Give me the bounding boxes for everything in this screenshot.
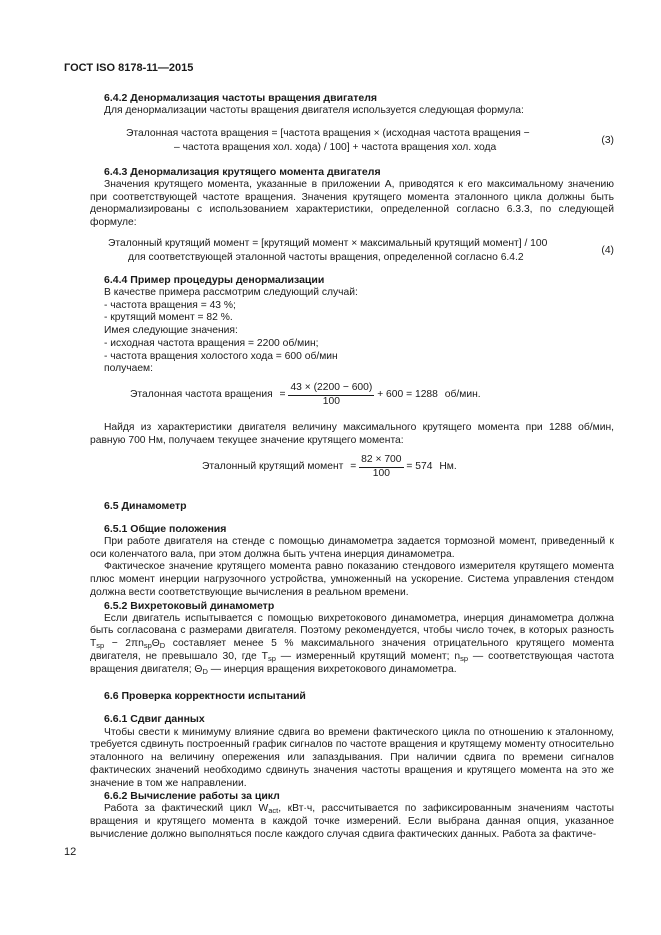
- section-6-6-2-paragraph: Работа за фактический цикл $W_{act}$, кВт·ч, рассчитывается по зафиксированным значениям частоты вращения и крутящего момента в каждой точке измерений. Если выбрана данная опция, указанное вычисление должно выполняться после каждого случая сдвига фактических данных. Работа за фактиче-: [90, 803, 614, 840]
- formula-torque-denominator: 100: [372, 467, 390, 479]
- section-6-5-2-title: 6.5.2 Вихретоковый динамометр: [104, 599, 275, 612]
- section-6-4-3-title: 6.4.3 Денормализация крутящего момента двигателя: [104, 165, 381, 178]
- formula-speed-numerator: 43 × (2200 − 600): [288, 382, 374, 396]
- formula-4-line2: для соответствующей эталонной частоты вращения, определенной согласно 6.4.2: [128, 251, 524, 263]
- formula-speed-fraction: [288, 382, 374, 409]
- formula-torque-numerator: 82 × 700: [359, 454, 403, 468]
- page-number: 12: [64, 846, 77, 858]
- section-6-6-title: 6.6 Проверка корректности испытаний: [104, 690, 306, 703]
- formula-speed-result: + 600 = 1288: [377, 389, 438, 401]
- formula-4: [90, 238, 614, 266]
- formula-example-speed: Эталонная частота вращения = $\frac{43 \times (2200 - 600)}{100}$ + 600 = 1288 об/мин.: [130, 382, 481, 407]
- example-line-4: Имея следующие значения:: [104, 325, 238, 337]
- formula-example-torque: Эталонный крутящий момент = $\frac{82 \times 700}{100}$ = 574 Нм.: [202, 453, 457, 479]
- formula-torque-unit: Нм.: [439, 460, 457, 472]
- example-line-7: получаем:: [104, 363, 153, 375]
- example-paragraph-2: Найдя из характеристики двигателя величину максимального крутящего момента при 1288 об/мин, равную 700 Нм, получаем текущее значение крутящего момента:: [90, 422, 614, 446]
- example-line-6: - частота вращения холостого хода = 600 об/мин: [104, 350, 338, 362]
- formula-speed-denominator: 100: [322, 396, 340, 407]
- section-6-5-1-title: 6.5.1 Общие положения: [104, 522, 227, 535]
- formula-3: [90, 128, 614, 156]
- formula-torque-result: = 574: [406, 460, 433, 472]
- section-6-5-1-paragraph-2: Фактическое значение крутящего момента равно показанию стендового измерителя крутящего момента плюс момент инерции нагрузочного устройства, умноженный на ускорение. Система управления стендом должна вести соответствующие вычисления в реальном времени.: [90, 561, 614, 598]
- example-line-2: - частота вращения = 43 %;: [104, 299, 236, 311]
- example-line-5: - исходная частота вращения = 2200 об/мин;: [104, 337, 319, 349]
- section-6-6-1-title: 6.6.1 Сдвиг данных: [104, 713, 205, 726]
- section-6-6-1-paragraph: Чтобы свести к минимуму влияние сдвига во времени фактического цикла по отношению к эталонному, требуется сдвинуть построенный график сигналов по частоте вращения и крутящему моменту относительно эталонного на величину опережения или запаздывания. При наличии сдвига по времени сигналов фактических значений необходимо сдвинуть значения частоты вращения и крутящего момента на это же значение в том же направлении.: [90, 726, 614, 789]
- section-6-5-2-paragraph: Если двигатель испытывается с помощью вихретокового динамометра, инерция динамометра должна быть согласована с размерами двигателя. Поэтому рекомендуется, чтобы число точек, в которых разность $T_{sp} - 2\pi n_{sp}\Theta_D$ составляет менее 5 % максимального значения отрицательного крутящего момента двигателя, не превышало 30, где $T_{sp}$ — измеренный крутящий момент; $n_{sp}$ — соответствующая частота вращения двигателя; $\Theta_D$ — инерция вращения вихретокового динамометра.: [90, 612, 614, 676]
- document-header: ГОСТ ISO 8178-11—2015: [64, 62, 194, 74]
- formula-3-line1: Эталонная частота вращения = [частота вращения × (исходная частота вращения −: [126, 127, 530, 139]
- formula-torque-label: Эталонный крутящий момент: [202, 460, 344, 472]
- page-content: [90, 92, 614, 842]
- formula-speed-label: Эталонная частота вращения: [130, 389, 273, 401]
- section-6-4-2-title: 6.4.2 Денормализация частоты вращения двигателя: [104, 92, 377, 104]
- section-6-5-1-paragraph-1: При работе двигателя на стенде с помощью динамометра задается тормозной момент, приведенный к оси коленчатого вала, при этом должна быть учтена инерция динамометра.: [90, 535, 614, 560]
- section-6-6-2-title: 6.6.2 Вычисление работы за цикл: [104, 790, 280, 803]
- example-line-1: В качестве примера рассмотрим следующий случай:: [104, 286, 358, 298]
- section-6-4-2-intro: Для денормализации частоты вращения двигателя используется следующая формула:: [104, 105, 524, 117]
- section-6-4-3-paragraph: Значения крутящего момента, указанные в приложении А, приводятся к его максимальному значению при соответствующей частоте вращения. Значения крутящего момента эталонного цикла должны быть денормализированы с использованием характеристики, определенной согласно 6.3.3, по следующей формуле:: [90, 178, 614, 229]
- formula-3-number: (3): [601, 134, 614, 146]
- section-6-4-4-title: 6.4.4 Пример процедуры денормализации: [104, 273, 325, 286]
- formula-4-number: (4): [601, 244, 614, 256]
- formula-3-line2: – частота вращения хол. хода) / 100] + частота вращения хол. хода: [174, 141, 497, 153]
- formula-speed-unit: об/мин.: [444, 389, 481, 401]
- formula-torque-fraction: [359, 454, 403, 481]
- formula-4-line1: Эталонный крутящий момент = [крутящий момент × максимальный крутящий момент] / 100: [108, 237, 548, 249]
- example-line-3: - крутящий момент = 82 %.: [104, 312, 233, 324]
- section-6-5-title: 6.5 Динамометр: [104, 499, 187, 512]
